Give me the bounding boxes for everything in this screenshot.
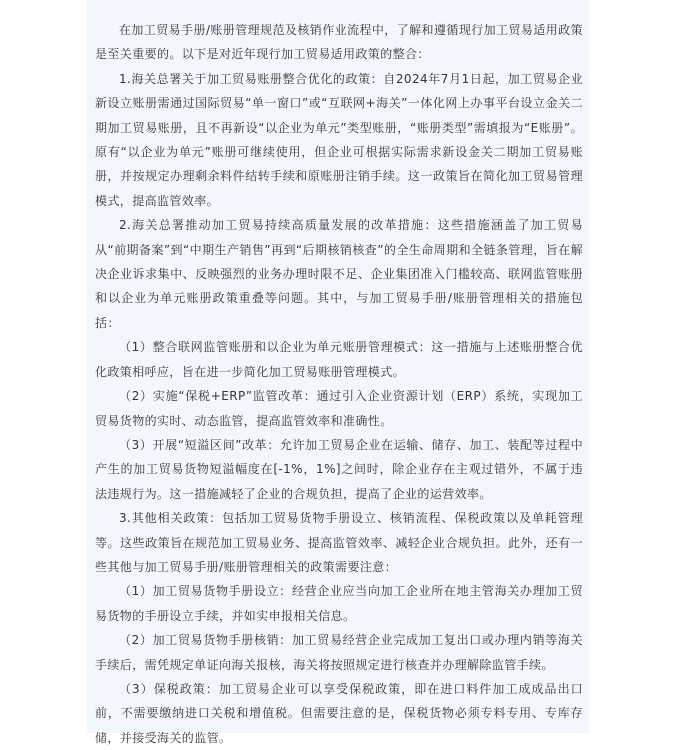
policy-1-paragraph: 1.海关总署关于加工贸易账册整合优化的政策：自2024年7月1日起，加工贸易企业新设立账册需通过国际贸易“单一窗口”或“互联网+海关”一体化网上办事平台设立金关二期加工贸易账册，且不再新设“以企业为单元”类型账册，“账册类型”需填报为“E账册”。原有“以企业为单元”账册可继续使用，但企业可根据实际需求新设金关二期加工贸易账册，并按规定办理剩余料件结转手续和原账册注销手续。这一政策旨在简化加工贸易管理模式，提高监管效率。 [95, 71, 583, 208]
policy-2-item-3: （3）开展“短溢区间”改革：允许加工贸易企业在运输、储存、加工、装配等过程中产生的加工贸易货物短溢幅度在[-1%，1%]之间时，除企业存在主观过错外，不属于违法违规行为。这一措施减轻了企业的合规负担，提高了企业的运营效率。 [95, 437, 583, 501]
policy-3-item-2: （2）加工贸易货物手册核销：加工贸易经营企业完成加工复出口或办理内销等海关手续后，需凭规定单证向海关报核，海关将按照规定进行核查并办理解除监管手续。 [95, 633, 583, 672]
policy-2-paragraph: 2.海关总署推动加工贸易持续高质量发展的改革措施：这些措施涵盖了加工贸易从“前期备案”到“中期生产销售”再到“后期核销核查”的全生命周期和全链条管理，旨在解决企业诉求集中、反映强烈的业务办理时限不足、企业集团准入门槛较高、联网监管账册和以企业为单元账册政策重叠等问题。其中，与加工贸易手册/账册管理相关的措施包括： [95, 218, 583, 330]
policy-3-item-3: （3）保税政策：加工贸易企业可以享受保税政策，即在进口料件加工成成品出口前，不需要缴纳进口关税和增值税。但需要注意的是，保税货物必须专料专用、专库存储，并接受海关的监管。 [95, 681, 583, 745]
intro-paragraph: 在加工贸易手册/账册管理规范及核销作业流程中，了解和遵循现行加工贸易适用政策是至关重要的。以下是对近年现行加工贸易适用政策的整合： [95, 23, 583, 62]
policy-3-item-1: （1）加工贸易货物手册设立：经营企业应当向加工企业所在地主管海关办理加工贸易货物的手册设立手续，并如实申报相关信息。 [95, 584, 583, 623]
policy-2-item-1: （1）整合联网监管账册和以企业为单元账册管理模式：这一措施与上述账册整合优化政策相呼应，旨在进一步简化加工贸易账册管理模式。 [95, 340, 583, 379]
policy-3-paragraph: 3.其他相关政策：包括加工贸易货物手册设立、核销流程、保税政策以及单耗管理等。这些政策旨在规范加工贸易业务、提高监管效率、减轻企业合规负担。此外，还有一些其他与加工贸易手册/账册管理相关的政策需要注意： [95, 511, 583, 574]
policy-2-item-2: （2）实施“保税+ERP”监管改革：通过引入企业资源计划（ERP）系统，实现加工贸易货物的实时、动态监管，提高监管效率和准确性。 [95, 389, 583, 428]
article-body [95, 18, 583, 750]
